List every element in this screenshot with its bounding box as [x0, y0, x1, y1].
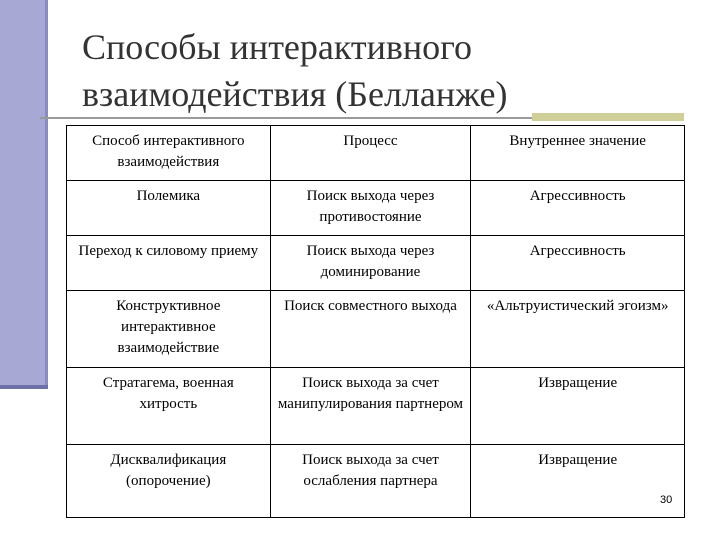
table-row: [67, 368, 685, 445]
table-cell: Извращение: [471, 368, 685, 445]
header-cell-meaning: Внутреннее значение: [471, 126, 685, 181]
table-cell: Дисквалификация (опорочение): [67, 445, 271, 518]
table-cell: Поиск выхода через противостояние: [270, 181, 471, 236]
interaction-methods-table: [66, 125, 685, 518]
table-cell: Переход к силовому приему: [67, 236, 271, 291]
title-divider-accent: [532, 113, 684, 121]
table-cell: Стратагема, военная хитрость: [67, 368, 271, 445]
table-cell: Агрессивность: [471, 236, 685, 291]
sidebar-decor-shadow: [0, 385, 48, 389]
table-cell: Полемика: [67, 181, 271, 236]
table-cell: Конструктивное интерактивное взаимодействие: [67, 291, 271, 368]
sidebar-decor-bar: [0, 0, 48, 385]
table-row: [67, 445, 685, 518]
table-cell: Поиск совместного выхода: [270, 291, 471, 368]
slide-title: Способы интерактивного взаимодействия (Белланже): [82, 27, 508, 114]
header-cell-method: Способ интерактивного взаимодействия: [67, 126, 271, 181]
table-row: [67, 291, 685, 368]
table-row: [67, 181, 685, 236]
table-cell: «Альтруистический эгоизм»: [471, 291, 685, 368]
table-cell: Извращение: [471, 445, 685, 518]
table-header-row: [67, 126, 685, 181]
page-number: 30: [660, 494, 673, 506]
header-cell-process: Процесс: [270, 126, 471, 181]
table-cell: Поиск выхода через доминирование: [270, 236, 471, 291]
table-row: [67, 236, 685, 291]
table-cell: Поиск выхода за счет манипулирования партнером: [270, 368, 471, 445]
table-cell: Агрессивность: [471, 181, 685, 236]
table-cell: Поиск выхода за счет ослабления партнера: [270, 445, 471, 518]
